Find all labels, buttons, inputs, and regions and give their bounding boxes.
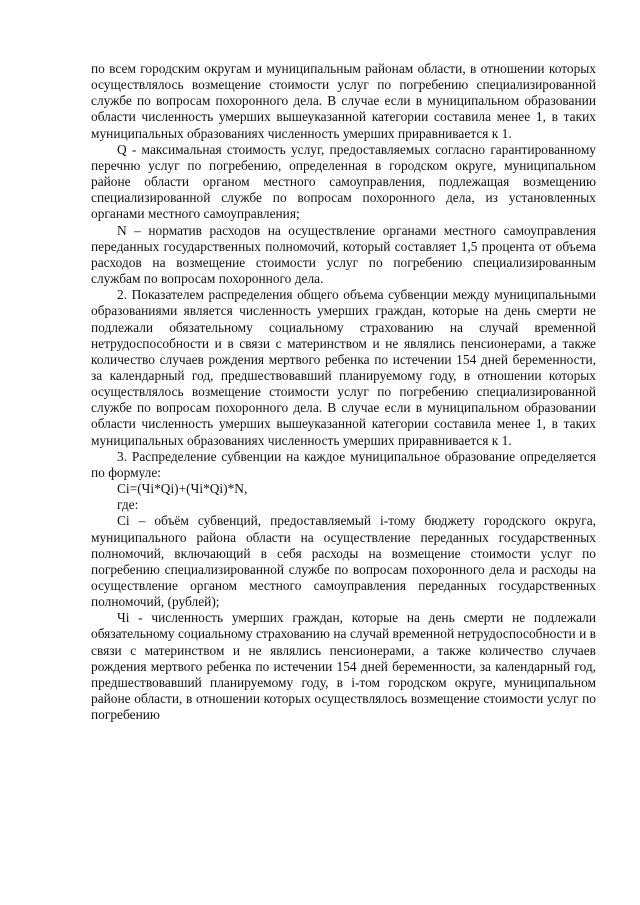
formula-where: где: <box>117 497 139 513</box>
document-page <box>91 61 596 723</box>
formula: Ci=(Чi*Qi)+(Чi*Qi)*N, <box>117 481 248 497</box>
paragraph-definition-ci: Ci – объём субвенций, предоставляемый i-тому бюджету городского округа, муниципального района области на осуществление переданных государственных полномочий, включающий в себя расходы на возмещение стоимости услуг по погребению специализированной службе по вопросам похоронного дела и расходы на осуществление органом местного самоуправления переданных государственных полномочий, (рублей); <box>91 513 596 610</box>
paragraph-definition-n: N – норматив расходов на осуществление органами местного самоуправления переданных государственных полномочий, который составляет 1,5 процента от объема расходов на возмещение стоимости услуг по погребению специализированным службам по вопросам похоронного дела. <box>91 222 596 287</box>
paragraph-definition-chi: Чi - численность умерших граждан, которые на день смерти не подлежали обязательному социальному страхованию на случай временной нетрудоспособности и в связи с материнством и не являлись пенсионерами, а также количество случаев рождения мертвого ребенка по истечении 154 дней беременности, за календарный год, предшествовавший планируемому году, в i-том городском округе, муниципальном районе области, в отношении которых осуществлялось возмещение стоимости услуг по погребению <box>91 610 596 723</box>
paragraph-item-2: 2. Показателем распределения общего объема субвенции между муниципальными образованиями является численность умерших граждан, которые на день смерти не подлежали обязательному социальному страхованию на случай временной нетрудоспособности и в связи с материнством и не являлись пенсионерами, а также количество случаев рождения мертвого ребенка по истечении 154 дней беременности, за календарный год, предшествовавший планируемому году, в отношении которых осуществлялось возмещение стоимости услуг по погребению специализированной службе по вопросам похоронного дела. В случае если в муниципальном образовании области численность умерших вышеуказанной категории составила менее 1, в таких муниципальных образованиях численность умерших приравнивается к 1. <box>91 287 596 448</box>
paragraph-item-3: 3. Распределение субвенции на каждое муниципальное образование определяется по формуле: <box>91 448 596 480</box>
paragraph-continuation: по всем городским округам и муниципальным районам области, в отношении которых осуществлялось возмещение стоимости услуг по погребению специализированной службе по вопросам похоронного дела. В случае если в муниципальном образовании области численность умерших вышеуказанной категории составила менее 1, в таких муниципальных образованиях численность умерших приравнивается к 1. <box>91 61 596 141</box>
paragraph-definition-q: Q - максимальная стоимость услуг, предоставляемых согласно гарантированному перечню услуг по погребению, определенная в городском округе, муниципальном районе области органом местного самоуправления, подлежащая возмещению специализированной службе по вопросам похоронного дела, из установленных органами местного самоуправления; <box>91 141 596 222</box>
